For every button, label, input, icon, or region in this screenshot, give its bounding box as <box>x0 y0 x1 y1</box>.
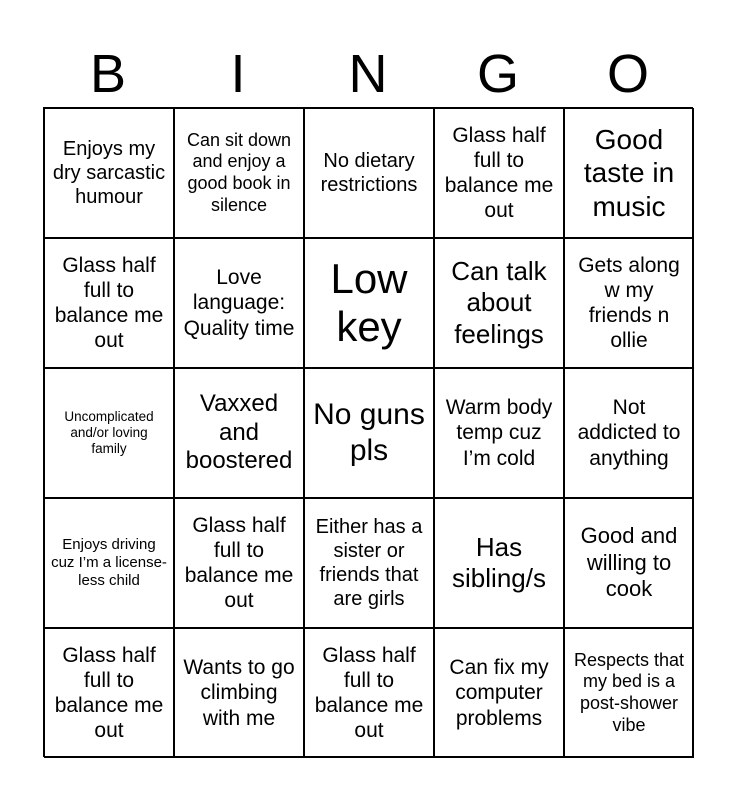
bingo-cell-r1c4[interactable] <box>434 108 564 238</box>
cell-text: Uncomplicated and/or loving family <box>64 408 154 457</box>
cell-text: Enjoys driving cuz I’m a license-less child <box>51 536 167 589</box>
cell-text: Either has a sister or friends that are girls <box>315 516 423 610</box>
cell-text: Can fix my computer problems <box>449 656 549 730</box>
cell-text: Good taste in music <box>583 123 675 222</box>
cell-text: Wants to go climbing with me <box>183 656 295 730</box>
header-letter-g: G <box>476 44 519 104</box>
cell-text: Love language: Quality time <box>183 266 295 340</box>
bingo-cell-r1c2[interactable] <box>174 108 304 238</box>
bingo-cell-r2c3[interactable] <box>304 238 434 368</box>
cell-text: Enjoys my dry sarcastic humour <box>52 138 166 208</box>
bingo-cell-r2c4[interactable] <box>434 238 564 368</box>
bingo-cell-r2c2[interactable] <box>174 238 304 368</box>
cell-text: Glass half full to balance me out <box>54 253 164 353</box>
bingo-cell-r5c5[interactable] <box>564 628 694 758</box>
bingo-header <box>43 40 693 108</box>
bingo-cell-r4c1[interactable] <box>44 498 174 628</box>
bingo-cell-r4c3[interactable] <box>304 498 434 628</box>
cell-text: Has sibling/s <box>452 531 546 593</box>
cell-text: Respects that my bed is a post-shower vibe <box>573 649 685 735</box>
bingo-cell-r4c5[interactable] <box>564 498 694 628</box>
cell-text: No dietary restrictions <box>320 150 418 196</box>
bingo-cell-r3c4[interactable] <box>434 368 564 498</box>
bingo-cell-r5c2[interactable] <box>174 628 304 758</box>
cell-text: No guns pls <box>313 398 425 467</box>
bingo-cell-r5c3[interactable] <box>304 628 434 758</box>
cell-text: Glass half full to balance me out <box>184 513 294 613</box>
cell-text: Gets along w my friends n ollie <box>578 253 680 353</box>
bingo-cell-r4c2[interactable] <box>174 498 304 628</box>
cell-text: Glass half full to balance me out <box>444 123 554 223</box>
header-letter-o: O <box>606 44 649 104</box>
bingo-cell-r3c5[interactable] <box>564 368 694 498</box>
cell-text: Glass half full to balance me out <box>54 643 164 743</box>
cell-text: Not addicted to anything <box>577 396 681 470</box>
cell-text: Vaxxed and boostered <box>185 389 293 475</box>
header-letter-b: B <box>89 44 127 104</box>
bingo-cell-r3c3[interactable] <box>304 368 434 498</box>
cell-text: Can talk about feelings <box>451 256 547 349</box>
bingo-cell-r2c5[interactable] <box>564 238 694 368</box>
bingo-cell-r4c4[interactable] <box>434 498 564 628</box>
cell-text: Low key <box>330 254 408 350</box>
bingo-cell-r2c1[interactable] <box>44 238 174 368</box>
bingo-cell-r1c5[interactable] <box>564 108 694 238</box>
cell-text: Can sit down and enjoy a good book in silence <box>186 129 292 215</box>
bingo-cell-r1c1[interactable] <box>44 108 174 238</box>
cell-text: Good and willing to cook <box>580 523 678 602</box>
cell-text: Glass half full to balance me out <box>314 643 424 743</box>
bingo-grid <box>43 107 693 757</box>
bingo-cell-r5c1[interactable] <box>44 628 174 758</box>
header-letter-i: I <box>230 44 246 104</box>
bingo-cell-r5c4[interactable] <box>434 628 564 758</box>
header-letter-n: N <box>348 44 388 104</box>
cell-text: Warm body temp cuz I’m cold <box>445 396 553 470</box>
bingo-cell-r1c3[interactable] <box>304 108 434 238</box>
bingo-cell-r3c1[interactable] <box>44 368 174 498</box>
bingo-cell-r3c2[interactable] <box>174 368 304 498</box>
